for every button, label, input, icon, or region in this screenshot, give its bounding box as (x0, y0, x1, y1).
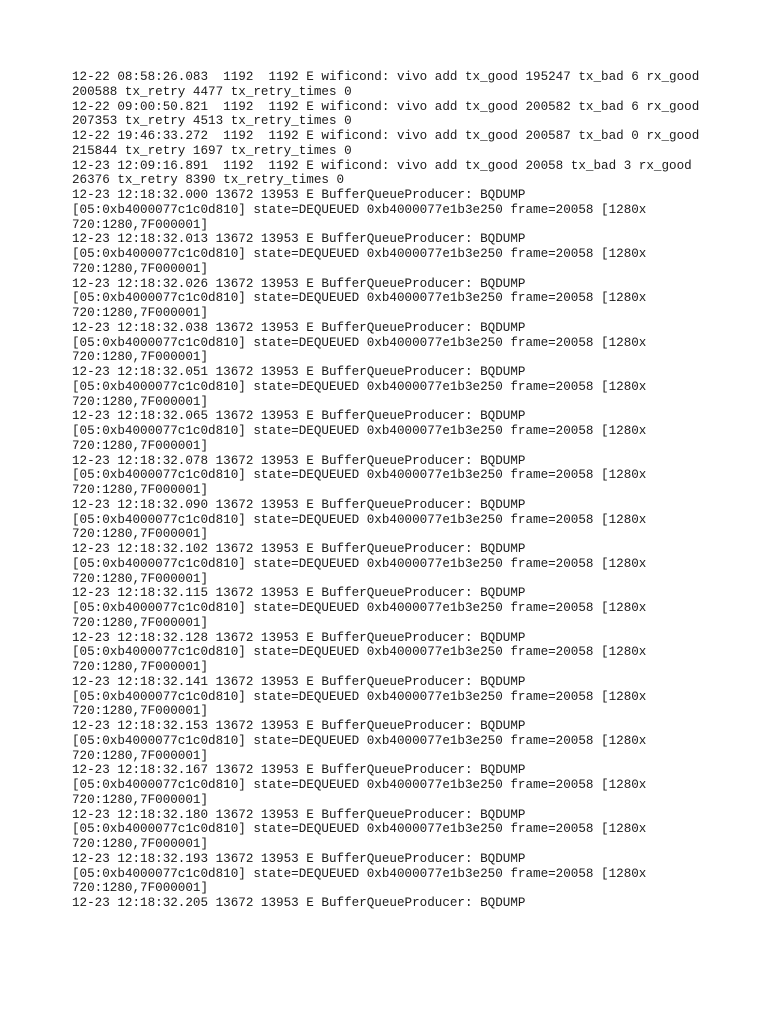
log-line: 720:1280,7F000001] (72, 217, 209, 232)
log-line: [05:0xb4000077c1c0d810] state=DEQUEUED 0xb4000077e1b3e250 frame=20058 [1280x (72, 778, 647, 792)
log-line: 12-23 12:18:32.141 13672 13953 E BufferQueueProducer: BQDUMP (72, 674, 526, 689)
log-line: 26376 tx_retry 8390 tx_retry_times 0 (72, 173, 345, 188)
log-line: [05:0xb4000077c1c0d810] state=DEQUEUED 0xb4000077e1b3e250 frame=20058 [1280x (72, 556, 647, 571)
log-line: 720:1280,7F000001] (72, 615, 209, 630)
log-line: 12-23 12:18:32.026 13672 13953 E BufferQueueProducer: BQDUMP (72, 276, 526, 291)
log-line: 12-23 12:18:32.090 13672 13953 E BufferQueueProducer: BQDUMP (72, 497, 526, 512)
log-line: 720:1280,7F000001] (72, 394, 209, 409)
log-line: 12-23 12:18:32.128 13672 13953 E BufferQueueProducer: BQDUMP (72, 630, 526, 645)
log-line: 12-23 12:18:32.051 13672 13953 E BufferQueueProducer: BQDUMP (72, 365, 526, 379)
log-line: 720:1280,7F000001] (72, 306, 209, 320)
log-line: [05:0xb4000077c1c0d810] state=DEQUEUED 0xb4000077e1b3e250 frame=20058 [1280x (72, 822, 647, 837)
log-line: [05:0xb4000077c1c0d810] state=DEQUEUED 0xb4000077e1b3e250 frame=20058 [1280x (72, 689, 647, 704)
log-line: [05:0xb4000077c1c0d810] state=DEQUEUED 0xb4000077e1b3e250 frame=20058 [1280x (72, 601, 647, 615)
log-line: 215844 tx_retry 1697 tx_retry_times 0 (72, 143, 352, 158)
log-line: 200588 tx_retry 4477 tx_retry_times 0 (72, 84, 352, 99)
log-line: 12-23 12:18:32.065 13672 13953 E BufferQueueProducer: BQDUMP (72, 409, 526, 424)
log-line: 720:1280,7F000001] (72, 660, 209, 674)
log-line: [05:0xb4000077c1c0d810] state=DEQUEUED 0xb4000077e1b3e250 frame=20058 [1280x (72, 424, 647, 438)
log-line: 12-23 12:18:32.180 13672 13953 E BufferQueueProducer: BQDUMP (72, 807, 526, 822)
log-line: 720:1280,7F000001] (72, 837, 209, 851)
log-line: 720:1280,7F000001] (72, 792, 209, 807)
log-line: 12-23 12:18:32.205 13672 13953 E BufferQueueProducer: BQDUMP (72, 896, 526, 910)
log-line: [05:0xb4000077c1c0d810] state=DEQUEUED 0xb4000077e1b3e250 frame=20058 [1280x (72, 468, 647, 483)
log-line: 12-23 12:18:32.193 13672 13953 E BufferQueueProducer: BQDUMP (72, 851, 526, 866)
log-line: 720:1280,7F000001] (72, 881, 209, 896)
log-line: 720:1280,7F000001] (72, 571, 209, 586)
log-line: 12-23 12:18:32.038 13672 13953 E BufferQueueProducer: BQDUMP (72, 320, 526, 335)
log-line: 720:1280,7F000001] (72, 350, 209, 365)
log-line: 12-23 12:18:32.102 13672 13953 E BufferQueueProducer: BQDUMP (72, 542, 526, 556)
log-line: 12-23 12:18:32.167 13672 13953 E BufferQueueProducer: BQDUMP (72, 763, 526, 778)
log-line: [05:0xb4000077c1c0d810] state=DEQUEUED 0xb4000077e1b3e250 frame=20058 [1280x (72, 866, 647, 881)
log-line: [05:0xb4000077c1c0d810] state=DEQUEUED 0xb4000077e1b3e250 frame=20058 [1280x (72, 202, 647, 217)
log-line: [05:0xb4000077c1c0d810] state=DEQUEUED 0xb4000077e1b3e250 frame=20058 [1280x (72, 335, 647, 350)
log-line: [05:0xb4000077c1c0d810] state=DEQUEUED 0xb4000077e1b3e250 frame=20058 [1280x (72, 379, 647, 394)
log-line: 12-23 12:18:32.000 13672 13953 E BufferQueueProducer: BQDUMP (72, 188, 526, 202)
log-line: 12-23 12:18:32.013 13672 13953 E BufferQueueProducer: BQDUMP (72, 232, 526, 247)
log-line: [05:0xb4000077c1c0d810] state=DEQUEUED 0xb4000077e1b3e250 frame=20058 [1280x (72, 512, 647, 527)
log-text-block (72, 70, 712, 911)
log-line: 720:1280,7F000001] (72, 748, 209, 763)
log-line: 720:1280,7F000001] (72, 261, 209, 276)
log-line: 720:1280,7F000001] (72, 527, 209, 542)
log-document (72, 70, 712, 911)
log-line: 12-23 12:18:32.153 13672 13953 E BufferQueueProducer: BQDUMP (72, 719, 526, 733)
log-line: 12-22 19:46:33.272 1192 1192 E wificond: vivo add tx_good 200587 tx_bad 0 rx_good (72, 129, 700, 143)
log-line: [05:0xb4000077c1c0d810] state=DEQUEUED 0xb4000077e1b3e250 frame=20058 [1280x (72, 291, 647, 306)
log-line: [05:0xb4000077c1c0d810] state=DEQUEUED 0xb4000077e1b3e250 frame=20058 [1280x (72, 645, 647, 660)
log-line: 720:1280,7F000001] (72, 483, 209, 497)
log-line: [05:0xb4000077c1c0d810] state=DEQUEUED 0xb4000077e1b3e250 frame=20058 [1280x (72, 733, 647, 748)
log-line: 12-22 08:58:26.083 1192 1192 E wificond: vivo add tx_good 195247 tx_bad 6 rx_good (72, 70, 700, 84)
log-line: 720:1280,7F000001] (72, 438, 209, 453)
log-line: 720:1280,7F000001] (72, 704, 209, 719)
log-line: [05:0xb4000077c1c0d810] state=DEQUEUED 0xb4000077e1b3e250 frame=20058 [1280x (72, 247, 647, 261)
log-line: 12-22 09:00:50.821 1192 1192 E wificond: vivo add tx_good 200582 tx_bad 6 rx_good (72, 99, 700, 114)
log-line: 12-23 12:18:32.078 13672 13953 E BufferQueueProducer: BQDUMP (72, 453, 526, 468)
log-line: 12-23 12:09:16.891 1192 1192 E wificond: vivo add tx_good 20058 tx_bad 3 rx_good (72, 158, 692, 173)
log-line: 12-23 12:18:32.115 13672 13953 E BufferQueueProducer: BQDUMP (72, 586, 526, 601)
log-line: 207353 tx_retry 4513 tx_retry_times 0 (72, 114, 352, 129)
